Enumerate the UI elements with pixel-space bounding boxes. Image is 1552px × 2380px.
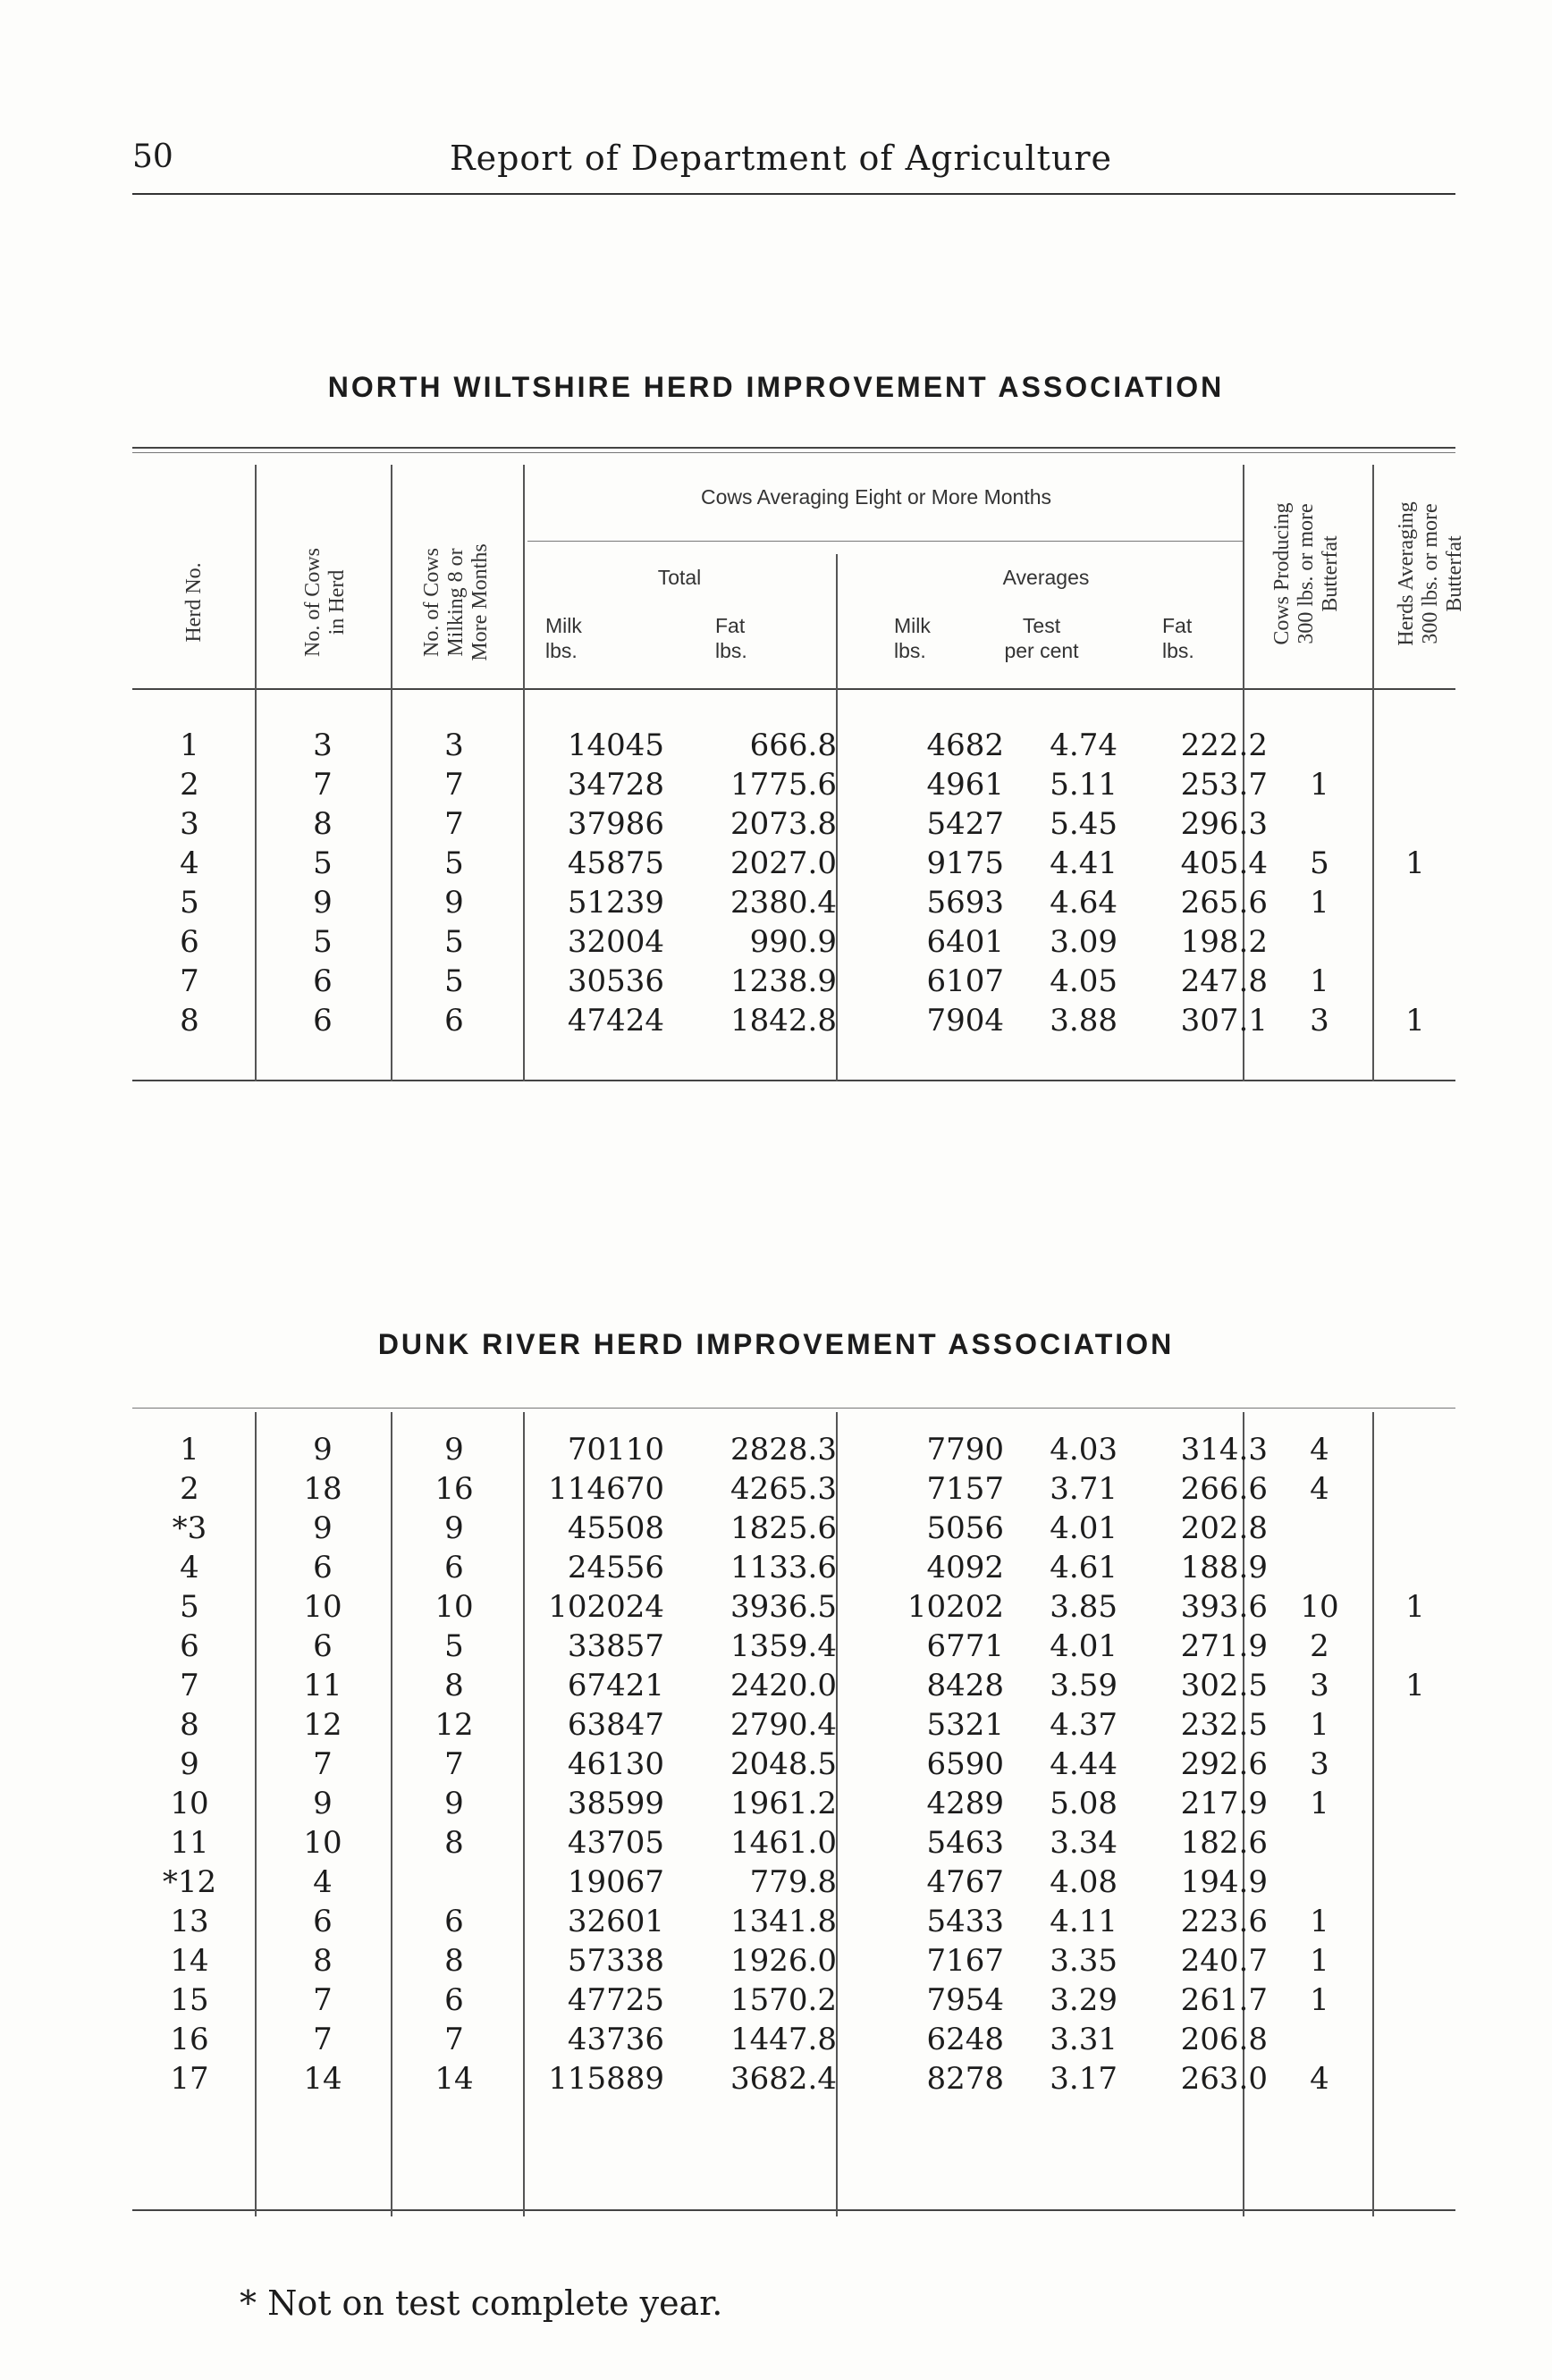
col-total: Total [657,566,702,589]
avg-test-cell: 5.11 [1050,767,1118,803]
cows-producing-cell: 1 [1310,885,1329,921]
avg-milk-cell: 4092 [926,1550,1004,1585]
cows-milking-cell: 10 [434,1589,474,1625]
table1-top-rule [132,447,1455,449]
col-avg-milk: Milk lbs. [894,614,931,662]
cows-producing-cell: 10 [1300,1589,1339,1625]
cows-milking-cell: 12 [434,1707,474,1743]
cows-in-herd-cell: 14 [303,2061,342,2097]
table-row [132,1587,1455,1627]
avg-milk-cell: 6248 [926,2022,1004,2057]
cows-producing-cell: 4 [1310,1432,1329,1468]
avg-fat-cell: 206.8 [1180,2022,1268,2057]
total-fat-cell: 1447.8 [730,2022,837,2057]
herds-averaging-cell: 1 [1405,1589,1425,1625]
total-fat-cell: 2380.4 [730,885,837,921]
avg-milk-cell: 5433 [926,1904,1004,1939]
cows-milking-cell: 9 [444,885,464,921]
total-milk-cell: 46130 [567,1746,664,1782]
cows-milking-cell: 14 [434,2061,474,2097]
avg-milk-cell: 6590 [926,1746,1004,1782]
total-fat-cell: 1842.8 [730,1003,837,1039]
cows-milking-cell: 9 [444,1786,464,1821]
avg-milk-cell: 5693 [926,885,1004,921]
cows-producing-cell: 3 [1310,1003,1329,1039]
total-fat-cell: 2420.0 [730,1668,837,1703]
cows-milking-cell: 16 [434,1471,474,1507]
avg-milk-cell: 4682 [926,727,1004,763]
total-milk-cell: 102024 [548,1589,664,1625]
avg-milk-cell: 7904 [926,1003,1004,1039]
cows-milking-cell: 8 [444,1943,464,1979]
cows-milking-cell: 6 [444,1982,464,2018]
table-row [132,726,1455,765]
table-row [132,1469,1455,1509]
cows-milking-cell: 7 [444,806,464,842]
table-row [132,962,1455,1001]
avg-milk-cell: 7954 [926,1982,1004,2018]
cows-in-herd-cell: 9 [313,1786,333,1821]
avg-fat-cell: 198.2 [1180,924,1268,960]
col-herds-averaging: Herds Averaging 300 lbs. or more Butterfat [1395,501,1466,646]
col-cows-in-herd: No. of Cows in Herd [301,548,349,658]
cows-in-herd-cell: 7 [313,2022,333,2057]
avg-fat-cell: 202.8 [1180,1510,1268,1546]
avg-test-cell: 3.09 [1050,924,1118,960]
avg-fat-cell: 182.6 [1180,1825,1268,1861]
cows-producing-cell: 3 [1310,1746,1329,1782]
avg-milk-cell: 9175 [926,845,1004,881]
avg-fat-cell: 314.3 [1180,1432,1268,1468]
avg-fat-cell: 292.6 [1180,1746,1268,1782]
table2-top-rule [132,1408,1455,1409]
avg-milk-cell: 8278 [926,2061,1004,2097]
table-row [132,883,1455,922]
herd-no-cell: 8 [180,1003,199,1039]
cows-in-herd-cell: 8 [313,1943,333,1979]
avg-test-cell: 4.74 [1050,727,1118,763]
total-milk-cell: 63847 [567,1707,664,1743]
cows-milking-cell: 5 [444,845,464,881]
total-fat-cell: 4265.3 [730,1471,837,1507]
total-fat-cell: 2073.8 [730,806,837,842]
cows-milking-cell: 6 [444,1904,464,1939]
total-milk-cell: 34728 [567,767,664,803]
total-milk-cell: 33857 [567,1628,664,1664]
avg-fat-cell: 232.5 [1180,1707,1268,1743]
total-milk-cell: 51239 [567,885,664,921]
total-milk-cell: 43705 [567,1825,664,1861]
total-milk-cell: 47424 [567,1003,664,1039]
total-milk-cell: 115889 [548,2061,664,2097]
herds-averaging-cell: 1 [1405,1003,1425,1039]
cows-in-herd-cell: 12 [303,1707,342,1743]
herd-no-cell: 16 [170,2022,209,2057]
avg-test-cell: 3.29 [1050,1982,1118,2018]
avg-milk-cell: 4961 [926,767,1004,803]
total-fat-cell: 1570.2 [730,1982,837,2018]
avg-milk-cell: 5427 [926,806,1004,842]
table1-bottom-rule [132,1080,1455,1081]
col-cows-milking: No. of Cows Milking 8 or More Months [420,543,492,661]
table-row [132,1627,1455,1666]
herd-no-cell: 7 [180,1668,199,1703]
herd-no-cell: 4 [180,845,199,881]
table1-group-rule [527,541,1243,542]
avg-fat-cell: 223.6 [1180,1904,1268,1939]
herd-no-cell: 1 [180,727,199,763]
table-row [132,1430,1455,1469]
avg-fat-cell: 263.0 [1180,2061,1268,2097]
cows-in-herd-cell: 9 [313,1432,333,1468]
table-row [132,1548,1455,1587]
herd-no-cell: 8 [180,1707,199,1743]
avg-test-cell: 4.37 [1050,1707,1118,1743]
cows-producing-cell: 1 [1310,963,1329,999]
avg-test-cell: 3.17 [1050,2061,1118,2097]
avg-milk-cell: 7157 [926,1471,1004,1507]
herd-no-cell: 3 [180,806,199,842]
table-row [132,844,1455,883]
avg-test-cell: 4.03 [1050,1432,1118,1468]
cows-in-herd-cell: 9 [313,885,333,921]
total-milk-cell: 47725 [567,1982,664,2018]
avg-milk-cell: 6401 [926,924,1004,960]
col-avg-fat: Fat lbs. [1162,614,1194,662]
cows-milking-cell: 5 [444,1628,464,1664]
table-row [132,922,1455,962]
table-row [132,1001,1455,1040]
avg-milk-cell: 7790 [926,1432,1004,1468]
total-milk-cell: 70110 [567,1432,664,1468]
cows-producing-cell: 4 [1310,1471,1329,1507]
cows-in-herd-cell: 6 [313,1550,333,1585]
header-rule [132,193,1455,195]
total-fat-cell: 1238.9 [730,963,837,999]
table-row [132,1509,1455,1548]
avg-milk-cell: 10202 [907,1589,1004,1625]
avg-fat-cell: 302.5 [1180,1668,1268,1703]
total-milk-cell: 32601 [567,1904,664,1939]
cows-milking-cell: 7 [444,2022,464,2057]
herd-no-cell: 17 [170,2061,209,2097]
total-fat-cell: 3682.4 [730,2061,837,2097]
cows-in-herd-cell: 7 [313,767,333,803]
avg-test-cell: 3.31 [1050,2022,1118,2057]
table1-top-rule-2 [132,452,1455,453]
dunk-river-title: DUNK RIVER HERD IMPROVEMENT ASSOCIATION [377,1328,1175,1360]
total-fat-cell: 1926.0 [730,1943,837,1979]
total-fat-cell: 1359.4 [730,1628,837,1664]
table-row [132,1863,1455,1902]
cows-milking-cell: 5 [444,963,464,999]
avg-fat-cell: 296.3 [1180,806,1268,842]
total-milk-cell: 19067 [567,1864,664,1900]
table-row [132,1784,1455,1823]
cows-in-herd-cell: 11 [303,1668,342,1703]
cows-in-herd-cell: 6 [313,963,333,999]
herd-no-cell: *3 [172,1510,207,1546]
total-fat-cell: 3936.5 [730,1589,837,1625]
cows-in-herd-cell: 3 [313,727,333,763]
avg-fat-cell: 217.9 [1180,1786,1268,1821]
total-fat-cell: 1133.6 [730,1550,837,1585]
cows-milking-cell: 9 [444,1510,464,1546]
avg-test-cell: 3.59 [1050,1668,1118,1703]
cows-milking-cell: 8 [444,1825,464,1861]
avg-fat-cell: 307.1 [1180,1003,1268,1039]
cows-milking-cell: 6 [444,1550,464,1585]
total-milk-cell: 57338 [567,1943,664,1979]
avg-test-cell: 5.08 [1050,1786,1118,1821]
cows-in-herd-cell: 6 [313,1904,333,1939]
avg-test-cell: 4.08 [1050,1864,1118,1900]
table-row [132,2059,1455,2098]
herd-no-cell: 15 [170,1982,209,2018]
cows-in-herd-cell: 5 [313,845,333,881]
avg-milk-cell: 4289 [926,1786,1004,1821]
col-group-header: Cows Averaging Eight or More Months [700,485,1052,509]
herd-no-cell: 5 [180,1589,199,1625]
table-row [132,1902,1455,1941]
avg-test-cell: 3.85 [1050,1589,1118,1625]
avg-fat-cell: 265.6 [1180,885,1268,921]
table-row [132,1666,1455,1705]
herd-no-cell: 13 [170,1904,209,1939]
avg-fat-cell: 271.9 [1180,1628,1268,1664]
table-row [132,1745,1455,1784]
running-title: Report of Department of Agriculture [450,139,1112,178]
avg-milk-cell: 4767 [926,1864,1004,1900]
avg-test-cell: 4.05 [1050,963,1118,999]
total-fat-cell: 1775.6 [730,767,837,803]
avg-milk-cell: 6771 [926,1628,1004,1664]
table-row [132,1941,1455,1981]
col-avg-test: Test per cent [1004,614,1079,662]
total-milk-cell: 45508 [567,1510,664,1546]
cows-producing-cell: 1 [1310,1786,1329,1821]
avg-test-cell: 4.61 [1050,1550,1118,1585]
total-milk-cell: 67421 [567,1668,664,1703]
avg-milk-cell: 5056 [926,1510,1004,1546]
cows-producing-cell: 1 [1310,1943,1329,1979]
cows-in-herd-cell: 6 [313,1628,333,1664]
table-row [132,804,1455,844]
total-milk-cell: 43736 [567,2022,664,2057]
herd-no-cell: 2 [180,767,199,803]
cows-in-herd-cell: 4 [313,1864,333,1900]
cows-milking-cell: 5 [444,924,464,960]
avg-test-cell: 4.44 [1050,1746,1118,1782]
total-fat-cell: 2828.3 [730,1432,837,1468]
herd-no-cell: 14 [170,1943,209,1979]
avg-test-cell: 4.11 [1050,1904,1118,1939]
herd-no-cell: 2 [180,1471,199,1507]
cows-in-herd-cell: 7 [313,1746,333,1782]
cows-producing-cell: 1 [1310,1982,1329,2018]
table-row [132,2020,1455,2059]
avg-test-cell: 3.35 [1050,1943,1118,1979]
avg-test-cell: 4.41 [1050,845,1118,881]
avg-test-cell: 3.34 [1050,1825,1118,1861]
total-fat-cell: 1825.6 [730,1510,837,1546]
avg-fat-cell: 247.8 [1180,963,1268,999]
avg-fat-cell: 253.7 [1180,767,1268,803]
cows-producing-cell: 1 [1310,1904,1329,1939]
avg-fat-cell: 194.9 [1180,1864,1268,1900]
cows-in-herd-cell: 6 [313,1003,333,1039]
cows-in-herd-cell: 10 [303,1589,342,1625]
avg-test-cell: 3.71 [1050,1471,1118,1507]
avg-test-cell: 4.64 [1050,885,1118,921]
page-number: 50 [132,139,173,175]
herd-no-cell: 4 [180,1550,199,1585]
total-milk-cell: 38599 [567,1786,664,1821]
avg-test-cell: 5.45 [1050,806,1118,842]
north-wiltshire-title: NORTH WILTSHIRE HERD IMPROVEMENT ASSOCIATION [327,371,1225,403]
total-fat-cell: 2790.4 [730,1707,837,1743]
herd-no-cell: 9 [180,1746,199,1782]
cows-in-herd-cell: 18 [303,1471,342,1507]
total-fat-cell: 1461.0 [730,1825,837,1861]
cows-milking-cell: 9 [444,1432,464,1468]
avg-milk-cell: 6107 [926,963,1004,999]
table2-bottom-rule [132,2209,1455,2211]
table-row [132,765,1455,804]
page-header [132,139,1455,183]
cows-milking-cell: 6 [444,1003,464,1039]
total-fat-cell: 666.8 [749,727,837,763]
cows-in-herd-cell: 7 [313,1982,333,2018]
avg-test-cell: 3.88 [1050,1003,1118,1039]
total-fat-cell: 2027.0 [730,845,837,881]
col-total-fat: Fat lbs. [715,614,747,662]
cows-producing-cell: 1 [1310,1707,1329,1743]
herds-averaging-cell: 1 [1405,845,1425,881]
total-milk-cell: 114670 [548,1471,664,1507]
total-milk-cell: 45875 [567,845,664,881]
cows-in-herd-cell: 8 [313,806,333,842]
herd-no-cell: 6 [180,924,199,960]
avg-fat-cell: 240.7 [1180,1943,1268,1979]
avg-milk-cell: 7167 [926,1943,1004,1979]
herd-no-cell: *12 [162,1864,217,1900]
herd-no-cell: 1 [180,1432,199,1468]
col-total-milk: Milk lbs. [545,614,582,662]
total-milk-cell: 32004 [567,924,664,960]
avg-fat-cell: 188.9 [1180,1550,1268,1585]
avg-milk-cell: 8428 [926,1668,1004,1703]
cows-in-herd-cell: 10 [303,1825,342,1861]
avg-test-cell: 4.01 [1050,1510,1118,1546]
total-milk-cell: 14045 [567,727,664,763]
cows-milking-cell: 7 [444,767,464,803]
avg-fat-cell: 266.6 [1180,1471,1268,1507]
footnote: * Not on test complete year. [240,2283,723,2323]
herd-no-cell: 5 [180,885,199,921]
total-milk-cell: 24556 [567,1550,664,1585]
table-row [132,1981,1455,2020]
herds-averaging-cell: 1 [1405,1668,1425,1703]
herd-no-cell: 6 [180,1628,199,1664]
total-fat-cell: 779.8 [749,1864,837,1900]
total-fat-cell: 2048.5 [730,1746,837,1782]
total-fat-cell: 990.9 [749,924,837,960]
cows-milking-cell: 3 [444,727,464,763]
total-fat-cell: 1961.2 [730,1786,837,1821]
avg-fat-cell: 222.2 [1180,727,1268,763]
avg-milk-cell: 5321 [926,1707,1004,1743]
herd-no-cell: 7 [180,963,199,999]
cows-producing-cell: 1 [1310,767,1329,803]
cows-producing-cell: 5 [1310,845,1329,881]
herd-no-cell: 11 [170,1825,209,1861]
avg-fat-cell: 261.7 [1180,1982,1268,2018]
cows-producing-cell: 2 [1310,1628,1329,1664]
cows-milking-cell: 8 [444,1668,464,1703]
avg-test-cell: 4.01 [1050,1628,1118,1664]
herd-no-cell: 10 [170,1786,209,1821]
total-milk-cell: 37986 [567,806,664,842]
total-fat-cell: 1341.8 [730,1904,837,1939]
cows-producing-cell: 4 [1310,2061,1329,2097]
table-row [132,1705,1455,1745]
avg-fat-cell: 393.6 [1180,1589,1268,1625]
avg-milk-cell: 5463 [926,1825,1004,1861]
cows-milking-cell: 7 [444,1746,464,1782]
col-cows-producing: Cows Producing 300 lbs. or more Butterfat [1270,502,1342,645]
col-averages: Averages [1002,566,1090,589]
col-herd-no: Herd No. [182,562,206,643]
cows-in-herd-cell: 5 [313,924,333,960]
cows-in-herd-cell: 9 [313,1510,333,1546]
avg-fat-cell: 405.4 [1180,845,1268,881]
total-milk-cell: 30536 [567,963,664,999]
cows-producing-cell: 3 [1310,1668,1329,1703]
table-row [132,1823,1455,1863]
